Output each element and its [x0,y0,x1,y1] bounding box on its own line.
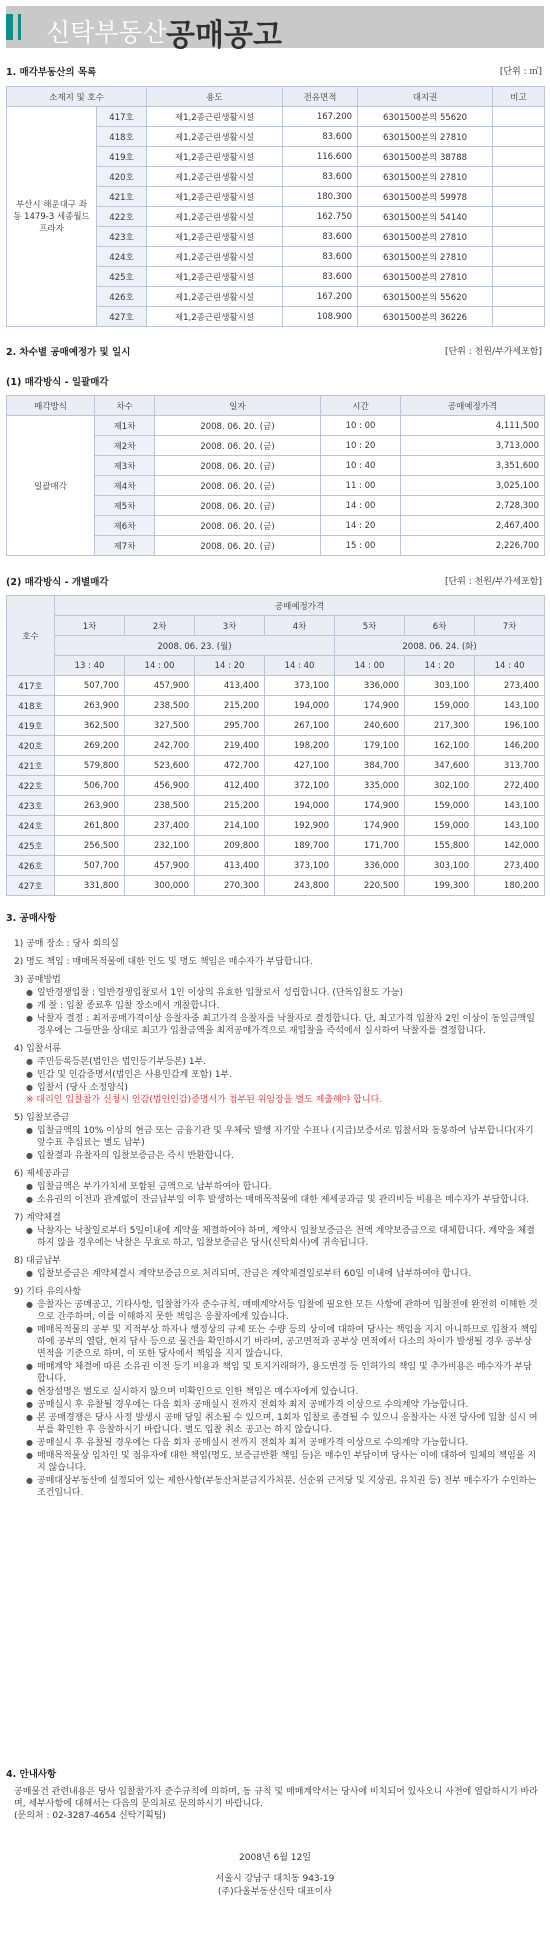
table-row [7,756,545,776]
price: 238,500 [125,796,195,816]
price: 242,700 [125,736,195,756]
date: 2008. 06. 20. (금) [155,516,321,536]
time: 11 : 00 [321,476,401,496]
price: 303,100 [405,676,475,696]
section-2-title: 2. 차수별 공매예정가 및 일시 [6,347,131,358]
note [493,147,545,167]
list-item: ● 주민등록등본(법인은 법인등기부등본) 1부. [26,1056,538,1068]
note [493,127,545,147]
area: 162.750 [283,207,358,227]
price: 384,700 [335,756,405,776]
round: 제5차 [95,496,155,516]
footer-address: 서울시 강남구 대치동 943-19 [215,1874,335,1884]
time: 14 : 00 [321,496,401,516]
unit-number: 418호 [7,696,55,716]
price: 3,025,100 [401,476,545,496]
price: 146,200 [475,736,545,756]
price: 174,900 [335,696,405,716]
footer-company: (주)다올부동산신탁 대표이사 [217,1887,333,1897]
price: 413,400 [195,676,265,696]
contact-info: (문의처 : 02-3287-4654 신탁기획팀) [14,1811,166,1821]
price: 270,300 [195,876,265,896]
price: 272,400 [475,776,545,796]
price: 194,000 [265,696,335,716]
price: 273,400 [475,856,545,876]
price: 179,100 [335,736,405,756]
unit-number: 418호 [97,127,147,147]
round: 제4차 [95,476,155,496]
price: 215,200 [195,796,265,816]
time-header: 13 : 40 [55,656,125,676]
table-row [7,776,545,796]
unit-number: 425호 [97,267,147,287]
unit-number: 423호 [97,227,147,247]
usage: 제1,2종근린생활시설 [147,227,283,247]
col-usage: 용도 [147,87,283,107]
price: 267,100 [265,716,335,736]
note-8: 8) 대금납부 [14,1256,61,1266]
time: 10 : 20 [321,436,401,456]
list-item: ● 입찰금액의 10% 이상의 현금 또는 금융기관 및 우체국 발행 자기앞 수표나 (지급)보증서로 입찰서와 동봉하여 납부합니다(자기앞수표 추심료는 별도 납부) [26,1125,538,1149]
unit-number: 421호 [97,187,147,207]
unit-number: 424호 [97,247,147,267]
table-row [7,836,545,856]
usage: 제1,2종근린생활시설 [147,247,283,267]
price: 336,000 [335,676,405,696]
list-item: ● 입찰결과 유찰자의 입찰보증금은 즉시 반환합니다. [26,1150,538,1162]
unit-number: 425호 [7,836,55,856]
unit-number: 427호 [7,876,55,896]
price: 347,600 [405,756,475,776]
price: 192,900 [265,816,335,836]
section-2-unit2: [단위 : 천원/부가세포함] [444,577,542,587]
price: 159,000 [405,696,475,716]
list-item: ● 입찰서 (당사 소정양식) [26,1082,538,1094]
area: 167.200 [283,107,358,127]
price: 214,100 [195,816,265,836]
date: 2008. 06. 20. (금) [155,436,321,456]
land-right: 6301500분의 55620 [358,107,493,127]
land-right: 6301500분의 27810 [358,127,493,147]
note-4-list [14,1056,538,1094]
list-item: ● 소유권의 이전과 관계없이 잔금납부일 이후 발생하는 매매목적물에 대한 제세공과금 및 관리비등 비용은 매수자가 부담합니다. [26,1194,538,1206]
land-right: 6301500분의 36226 [358,307,493,327]
price: 507,700 [55,676,125,696]
price: 2,728,300 [401,496,545,516]
list-item: ● 공매실시 후 유찰될 경우에는 다음 회차 공매실시 전까지 전회차 최저 공매가격 이상으로 수의계약 가능합니다. [26,1437,538,1449]
col-note: 비고 [493,87,545,107]
bulk-sale-table [6,395,545,556]
price: 335,000 [335,776,405,796]
price: 412,400 [195,776,265,796]
banner-accent-bar [6,14,13,40]
price: 220,500 [335,876,405,896]
col-area: 전유면적 [283,87,358,107]
note-2: 2) 명도 책임 : 매매목적물에 대한 인도 및 명도 책임은 매수자가 부담합니다. [14,957,313,967]
title-banner [6,6,544,53]
price: 457,900 [125,856,195,876]
price: 209,800 [195,836,265,856]
method-cell: 일괄매각 [7,416,95,556]
area: 83.600 [283,267,358,287]
note [493,227,545,247]
price: 196,100 [475,716,545,736]
price: 199,300 [405,876,475,896]
price: 273,400 [475,676,545,696]
table-row [7,816,545,836]
footer-date: 2008년 6월 12일 [239,1853,311,1863]
note [493,267,545,287]
land-right: 6301500분의 54140 [358,207,493,227]
area: 108.900 [283,307,358,327]
table-row [7,856,545,876]
property-list-table [6,86,545,327]
round: 제1차 [95,416,155,436]
time-header: 14 : 20 [405,656,475,676]
note [493,247,545,267]
usage: 제1,2종근린생활시설 [147,167,283,187]
table-row [7,107,545,127]
table-row [7,796,545,816]
unit-number: 419호 [97,147,147,167]
col-price-header: 공매예정가격 [55,596,545,616]
title-bold: 공매공고 [166,18,282,53]
list-item: ● 본 공매경쟁은 당사 사정 발생시 공매 당일 취소될 수 있으며, 1회차 입찰로 종결될 수 있으니 응찰자는 사전 당사에 입찰 실시 여부를 확인한 후 응찰하시기 바랍니다. 별도 입찰 취소 공고는 하지 않습니다. [26,1412,538,1436]
land-right: 6301500분의 27810 [358,267,493,287]
round: 제6차 [95,516,155,536]
usage: 제1,2종근린생활시설 [147,107,283,127]
price: 506,700 [55,776,125,796]
time: 15 : 00 [321,536,401,556]
list-item: ● 입찰금액은 부가가치세 포함된 금액으로 납부하여야 합니다. [26,1181,538,1193]
list-item: ● 현장설명은 별도로 실시하지 않으며 미확인으로 인한 책임은 매수자에게 있습니다. [26,1386,538,1398]
price: 174,900 [335,796,405,816]
col-location: 소재지 및 호수 [7,87,147,107]
list-item: ● 낙찰자는 낙찰일로부터 5일이내에 계약을 체결하여야 하며, 계약시 입찰보증금은 전액 계약보증금으로 대체합니다. 계약을 체결하지 않을 경우에는 낙찰은 무효로 하고, 입찰보증금은 당사(신탁회사)에 귀속됩니다. [26,1225,538,1249]
list-item: ● 매매목적물의 공부 및 지적부상 하자나 행정상의 규제 또는 수량 등의 상이에 대하여 당사는 책임을 지지 아니하므로 입찰자 책임하에 공부의 열람, 현지 답사 등으로 물건을 확인하시기 바라며, 공고면적과 공부상 면적에서 다소의 차이가 발생될 경우 공부상 면적을 기준으로 하며, 이 또한 당사에서 책임을 지지 않습니다. [26,1324,538,1360]
col-time: 시간 [321,396,401,416]
proxy-warning: ※ 대리인 입찰참가 신청시 인감(법인인감)증명서가 첨부된 위임장을 별도 제출해야 합니다. [26,1095,383,1105]
usage: 제1,2종근린생활시설 [147,207,283,227]
price: 143,100 [475,816,545,836]
time-header: 14 : 20 [195,656,265,676]
price: 159,000 [405,796,475,816]
land-right: 6301500분의 59978 [358,187,493,207]
price: 327,500 [125,716,195,736]
note [493,107,545,127]
round: 제2차 [95,436,155,456]
round-header: 1차 [55,616,125,636]
note-7: 7) 계약체결 [14,1213,61,1223]
price: 362,500 [55,716,125,736]
list-item: ● 입찰보증금은 계약체결시 계약보증금으로 처리되며, 잔금은 계약체결일로부터 60일 이내에 납부하여야 합니다. [26,1268,538,1280]
price: 217,300 [405,716,475,736]
land-right: 6301500분의 38788 [358,147,493,167]
section-4-title: 4. 안내사항 [6,1769,57,1780]
note-3-list [14,987,538,1037]
price: 143,100 [475,796,545,816]
note-7-list [14,1225,538,1249]
guidance-text [14,1786,538,1822]
note-6-list [14,1181,538,1206]
usage: 제1,2종근린생활시설 [147,267,283,287]
unit-number: 419호 [7,716,55,736]
note-6: 6) 제세공과금 [14,1169,70,1179]
price: 295,700 [195,716,265,736]
property-list-table-wrap [6,86,544,327]
individual-sale-table-wrap [6,595,544,896]
auction-notes [14,932,538,1499]
price: 159,000 [405,816,475,836]
price: 215,200 [195,696,265,716]
usage: 제1,2종근린생활시설 [147,127,283,147]
table-row [7,716,545,736]
round-header: 7차 [475,616,545,636]
footer [0,1852,550,1899]
unit-number: 422호 [97,207,147,227]
list-item: ● 응찰자는 공매공고, 기타사항, 입찰참가자 준수규칙, 매매계약서등 입찰에 필요한 모든 사항에 관하여 입찰전에 완전히 이해한 것으로 간주하며, 이를 이해하지 못한 책임은 응찰자에게 있습니다. [26,1299,538,1323]
land-right: 6301500분의 55620 [358,287,493,307]
round-header: 4차 [265,616,335,636]
list-item: ● 매매목적물상 임차인 및 점유자에 대한 책임(명도, 보증금반환 책임 등)은 매수인 부담이며 당사는 이에 대하여 일체의 책임을 지지 않습니다. [26,1450,538,1474]
time-header: 14 : 00 [125,656,195,676]
price: 198,200 [265,736,335,756]
note-5-list [14,1125,538,1162]
note [493,167,545,187]
price: 3,351,600 [401,456,545,476]
list-item: ● 개 찰 : 입찰 종료후 입찰 장소에서 개찰합니다. [26,1000,538,1012]
location-cell: 부산시 해운대구 좌동 1479-3 세종월드프라자 [7,107,97,327]
list-item: ● 공매대상부동산에 설정되어 있는 제한사항(부동산처분금지가처분, 선순위 근저당 및 지상권, 유치권 등) 전부 매수자가 수인하는 조건입니다. [26,1475,538,1499]
date: 2008. 06. 20. (금) [155,536,321,556]
area: 116.600 [283,147,358,167]
price: 261,800 [55,816,125,836]
note-9: 9) 기타 유의사항 [14,1287,82,1297]
guidance-body: 공매물건 관련내용은 당사 입찰참가자 준수규칙에 의하며, 동 규칙 및 매매계약서는 당사에 비치되어 있사오니 사전에 열람하시기 바라며, 세부사항에 대해서는 다음의 문의처로 문의하시기 바랍니다. [14,1787,538,1809]
section-2-unit: [단위 : 천원/부가세포함] [444,347,542,357]
area: 83.600 [283,247,358,267]
price: 162,100 [405,736,475,756]
price: 303,100 [405,856,475,876]
title-light: 신탁부동산 [46,18,167,47]
price: 143,100 [475,696,545,716]
price: 171,700 [335,836,405,856]
unit-number: 424호 [7,816,55,836]
price: 457,900 [125,676,195,696]
price: 313,700 [475,756,545,776]
unit-number: 427호 [97,307,147,327]
price: 256,500 [55,836,125,856]
price: 189,700 [265,836,335,856]
round: 제3차 [95,456,155,476]
section-1-title: 1. 매각부동산의 목록 [6,67,97,78]
col-ho: 호수 [7,596,55,676]
note-4: 4) 입찰서류 [14,1044,61,1054]
area: 83.600 [283,227,358,247]
list-item: ● 낙찰자 결정 : 최저공매가격이상 응찰자중 최고가격 응찰자를 낙찰자로 결정합니다. 단, 최고가격 입찰자 2인 이상이 동일금액일 경우에는 그들만을 상대로 최고가 입찰금액을 최저공매가격으로 재입찰을 즉석에서 실시하여 낙찰자를 결정합니다. [26,1013,538,1037]
price: 174,900 [335,816,405,836]
price: 373,100 [265,856,335,876]
unit-number: 417호 [97,107,147,127]
unit-number: 420호 [7,736,55,756]
table-row [7,876,545,896]
land-right: 6301500분의 27810 [358,227,493,247]
price: 263,900 [55,696,125,716]
usage: 제1,2종근린생활시설 [147,287,283,307]
price: 219,400 [195,736,265,756]
price: 523,600 [125,756,195,776]
round-header: 3차 [195,616,265,636]
note [493,207,545,227]
note-9-list [14,1299,538,1499]
price: 263,900 [55,796,125,816]
price: 2,467,400 [401,516,545,536]
price: 331,800 [55,876,125,896]
unit-number: 426호 [97,287,147,307]
col-round: 차수 [95,396,155,416]
note-3: 3) 공매방법 [14,975,61,985]
usage: 제1,2종근린생활시설 [147,187,283,207]
price: 237,400 [125,816,195,836]
price: 269,200 [55,736,125,756]
price: 300,000 [125,876,195,896]
price: 194,000 [265,796,335,816]
time-header: 14 : 40 [265,656,335,676]
area: 167.200 [283,287,358,307]
section-2-sub2: (2) 매각방식 - 개별매각 [6,577,109,588]
round-header: 2차 [125,616,195,636]
time: 10 : 00 [321,416,401,436]
unit-number: 426호 [7,856,55,876]
note-5: 5) 입찰보증금 [14,1113,70,1123]
unit-number: 423호 [7,796,55,816]
land-right: 6301500분의 27810 [358,247,493,267]
price: 180,200 [475,876,545,896]
note-1: 1) 공매 장소 : 당사 회의실 [14,939,119,949]
list-item: ● 매매계약 체결에 따른 소유권 이전 등기 비용과 책임 및 토지거래허가, 용도변경 등 인허가의 책임 및 추가비용은 매수자가 부담합니다. [26,1361,538,1385]
round: 제7차 [95,536,155,556]
price: 3,713,000 [401,436,545,456]
table-row [7,676,545,696]
section-1-unit: [단위 : ㎡] [499,67,542,77]
price: 155,800 [405,836,475,856]
price: 413,400 [195,856,265,876]
price: 472,700 [195,756,265,776]
area: 180.300 [283,187,358,207]
price: 456,900 [125,776,195,796]
price: 427,100 [265,756,335,776]
note [493,187,545,207]
date-2: 2008. 06. 24. (화) [335,636,545,656]
table-row [7,416,545,436]
date: 2008. 06. 20. (금) [155,416,321,436]
price: 232,100 [125,836,195,856]
date-1: 2008. 06. 23. (월) [55,636,335,656]
date: 2008. 06. 20. (금) [155,496,321,516]
col-land-right: 대지권 [358,87,493,107]
list-item: ● 인감 및 인감증명서(법인은 사용인감계 포함) 1부. [26,1069,538,1081]
table-row [7,736,545,756]
price: 4,111,500 [401,416,545,436]
date: 2008. 06. 20. (금) [155,456,321,476]
price: 579,800 [55,756,125,776]
price: 372,100 [265,776,335,796]
banner-accent-bar-thin [18,14,21,40]
unit-number: 417호 [7,676,55,696]
note-8-list [14,1268,538,1280]
note [493,307,545,327]
price: 243,800 [265,876,335,896]
time: 14 : 20 [321,516,401,536]
price: 142,000 [475,836,545,856]
section-2-sub1: (1) 매각방식 - 일괄매각 [6,377,109,388]
price: 238,500 [125,696,195,716]
area: 83.600 [283,167,358,187]
note [493,287,545,307]
usage: 제1,2종근린생활시설 [147,147,283,167]
land-right: 6301500분의 27810 [358,167,493,187]
price: 2,226,700 [401,536,545,556]
table-row [7,696,545,716]
unit-number: 420호 [97,167,147,187]
list-item: ● 공매실시 후 유찰될 경우에는 다음 회차 공매실시 전까지 전회차 최저 공매가격 이상으로 수의계약 가능합니다. [26,1399,538,1411]
unit-number: 421호 [7,756,55,776]
time-header: 14 : 00 [335,656,405,676]
area: 83.600 [283,127,358,147]
time: 10 : 40 [321,456,401,476]
time-header: 14 : 40 [475,656,545,676]
col-price: 공매예정가격 [401,396,545,416]
unit-number: 422호 [7,776,55,796]
price: 302,100 [405,776,475,796]
round-header: 5차 [335,616,405,636]
section-3-title: 3. 공매사항 [6,913,57,924]
list-item: ● 일반경쟁입찰 : 일반경쟁입찰로서 1인 이상의 유효한 입찰로서 성립합니다. (단독입찰도 가능) [26,987,538,999]
price: 507,700 [55,856,125,876]
usage: 제1,2종근린생활시설 [147,307,283,327]
col-method: 매각방식 [7,396,95,416]
col-date: 일자 [155,396,321,416]
price: 240,600 [335,716,405,736]
bulk-sale-table-wrap [6,395,544,556]
price: 336,000 [335,856,405,876]
date: 2008. 06. 20. (금) [155,476,321,496]
round-header: 6차 [405,616,475,636]
individual-sale-table [6,595,545,896]
price: 373,100 [265,676,335,696]
